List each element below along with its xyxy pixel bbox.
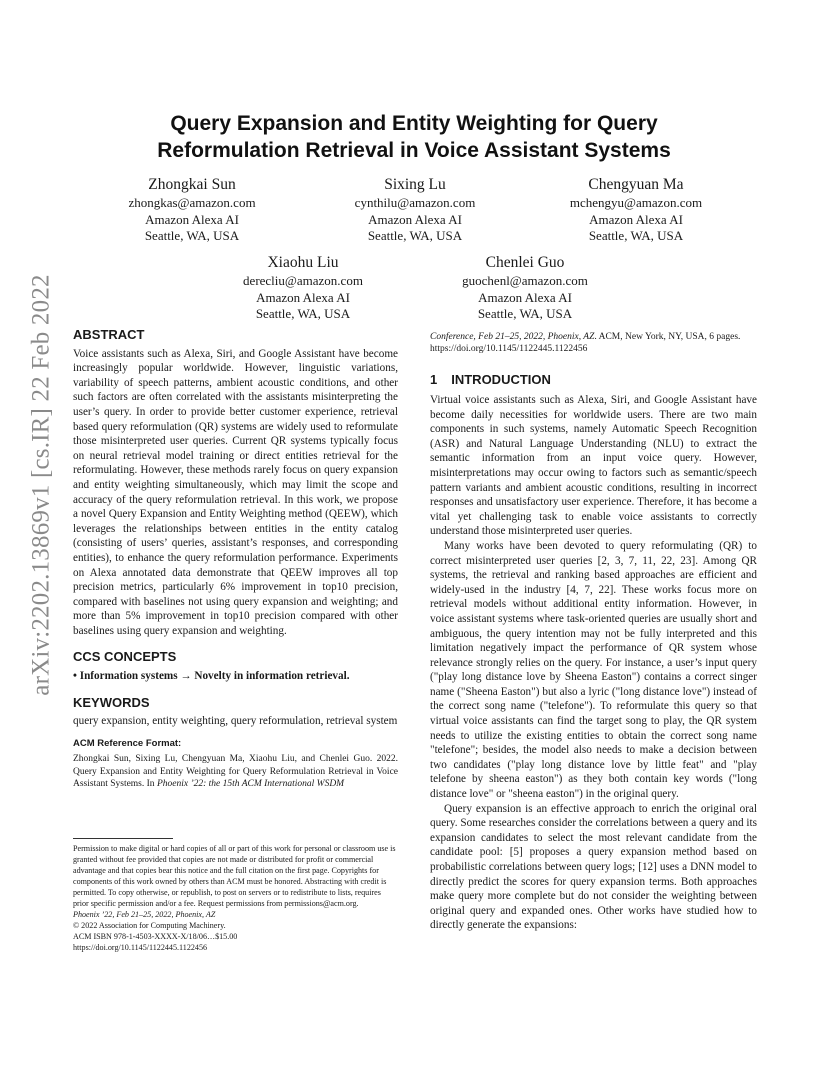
author-name: Chengyuan Ma: [588, 176, 684, 193]
acm-ref-heading: ACM Reference Format:: [73, 737, 182, 749]
author-location: Seattle, WA, USA: [367, 228, 463, 243]
intro-number: 1: [430, 372, 438, 388]
acm-ref-citation: Zhongkai Sun, Sixing Lu, Chengyuan Ma, Xiaohu Liu, and Chenlei Guo. 2022. Query Expansion and Entity Weighting for Query Reformulation Retrieval in Voice Assistant Systems. In: [73, 754, 398, 789]
footnote-doi: https://doi.org/10.1145/1122445.1122456: [73, 943, 208, 952]
author-affiliation: Amazon Alexa AI: [589, 211, 683, 227]
abstract-heading: ABSTRACT: [73, 327, 145, 342]
author-block: [315, 175, 515, 245]
author-block: [92, 175, 292, 245]
left-column: [73, 328, 398, 790]
keywords-text: query expansion, entity weighting, query reformulation, retrieval system: [73, 715, 398, 728]
acm-ref-continued: [430, 331, 757, 355]
arxiv-stamp: arXiv:2202.13869v1 [cs.IR] 22 Feb 2022: [28, 274, 56, 696]
author-name: Zhongkai Sun: [148, 176, 236, 193]
author-location: Seattle, WA, USA: [588, 228, 684, 243]
author-affiliation: Amazon Alexa AI: [368, 211, 462, 227]
ccs-heading: CCS CONCEPTS: [73, 649, 177, 665]
acm-ref-continued-venue: Conference, Feb 21–25, 2022, Phoenix, AZ: [430, 332, 595, 342]
footnote-isbn: ACM ISBN 978-1-4503-XXXX-X/18/06…$15.00: [73, 932, 238, 941]
intro-heading: [430, 373, 757, 388]
acm-ref-continued-rest: . ACM, New York, NY, USA, 6 pages. https://doi.org/10.1145/1122445.1122456: [430, 332, 741, 355]
author-name: Sixing Lu: [384, 176, 446, 193]
author-location: Seattle, WA, USA: [255, 306, 351, 321]
footnote-copyright: © 2022 Association for Computing Machinery.: [73, 921, 226, 930]
intro-title: INTRODUCTION: [451, 372, 551, 388]
abstract-text: Voice assistants such as Alexa, Siri, and Google Assistant have become increasingly popular worldwide. However, linguistic variations, variability of speech patterns, ambient acoustic conditions, and other such factors are often correlated with the assistants misinterpreting the user’s query. In order to provide better customer experience, retrieval based query reformulation (QR) systems are widely used to reformulate those misinterpreted user queries. Current QR systems typically focus on neural retrieval model training or direct entities retrieval for the reformulating. However, these methods rarely focus on query expansion and entity weighting simultaneously, which may limit the scope and accuracy of the query reformulation retrieval. In this work, we propose a novel Query Expansion and Entity Weighting method (QEEW), which leverages the relationships between entities in the entity catalog (consisting of users’ queries, assistant’s responses, and corresponding entities), to enhance the query reformulation performance. Experiments on Alexa annotated data demonstrate that QEEW improves all top precision metrics, particularly 6% improvement in top10 precision, compared with baselines not using query expansion and weighting; and more than 5% improvement in top10 precision compared with other baselines using query expansion and weighting.: [73, 347, 398, 637]
footnote-conference: Phoenix ’22, Feb 21–25, 2022, Phoenix, AZ: [73, 910, 216, 919]
keywords-heading: KEYWORDS: [73, 694, 150, 710]
author-email: cynthilu@amazon.com: [354, 195, 476, 210]
author-block: [203, 253, 403, 323]
author-email: zhongkas@amazon.com: [128, 195, 256, 210]
acm-ref-text: [73, 753, 398, 790]
author-affiliation: Amazon Alexa AI: [145, 211, 239, 227]
footnote-rule: [73, 838, 173, 839]
author-email: derecliu@amazon.com: [243, 273, 363, 288]
intro-paragraph-2: Many works have been devoted to query reformulating (QR) to correct misinterpreted user queries [2, 3, 7, 11, 22, 23]. Among QR systems, the retrieval and ranking based approaches are efficient and widely-used in the industry [4, 7, 22]. These works focus more on retrieval models without additional entity information. However, in voice assistant systems where task-oriented queries are usually short and ambiguous, the query intention may not be fully interpreted and this limitation negatively impact the performance of QR system whose relevance strongly relies on the query. For instance, a user’s input query ("play long distance love by Sheena Easton") contains a correct singer name ("Sheena Easton") but also a lyric ("long distance love") instead of the correct song name ("telefone"). To reformulate this query so that virtual voice assistants can find the target song to play, the QR system needs to utilize the existing entities to obtain the correct song name "telefone"; besides, the model also needs to make a decision between two candidates ("play long distance love by little feat" and "play telefone by sheena easton") as they both contain key words ("long distance love" or "sheena easton") in the original query.: [430, 539, 757, 801]
author-block: [425, 253, 625, 323]
author-affiliation: Amazon Alexa AI: [478, 289, 572, 305]
author-location: Seattle, WA, USA: [144, 228, 240, 243]
author-email: guochenl@amazon.com: [462, 273, 588, 288]
arxiv-stamp-container: [22, 274, 62, 696]
paper-title: Query Expansion and Entity Weighting for Query Reformulation Retrieval in Voice Assistant Systems: [157, 112, 671, 162]
author-block: [536, 175, 736, 245]
author-affiliation: Amazon Alexa AI: [256, 289, 350, 305]
author-location: Seattle, WA, USA: [477, 306, 573, 321]
intro-paragraph-3: Query expansion is an effective approach to enrich the original oral query. Some researches consider the correlations between a query and its expansion candidates to select the most relevant candidate from the candidate pool: [5] proposes a query expansion method based on probabilistic correlations between query logs; [12] uses a DNN model to directly predict the scores for query expansion terms. Both approaches make query more complete but do not consider the weighting between original query and expanded ones. Other works have studied how to directly generate the expansions:: [430, 802, 757, 932]
author-email: mchengyu@amazon.com: [569, 195, 703, 210]
acm-ref-venue: Phoenix ’22: the 15th ACM International WSDM: [156, 778, 345, 789]
author-name: Chenlei Guo: [485, 254, 565, 271]
intro-paragraph-1: Virtual voice assistants such as Alexa, Siri, and Google Assistant have become daily necessities for worldwide users. There are two main components in such systems, namely Automatic Speech Recognition (ASR) and Natural Language Understanding (NLU) to extract the semantic information from an input voice query. However, misinterpretations may occur owing to factors such as semantic/speech pattern variants and ambient acoustic conditions, resulting in incorrect responses and unsatisfactory user experience. Therefore, it has become a vital yet challenging task to enable voice assistants to correctly understand those misinterpreted user queries.: [430, 394, 757, 538]
right-column: [430, 331, 757, 933]
ccs-text: • Information systems → Novelty in information retrieval.: [73, 670, 350, 683]
author-name: Xiaohu Liu: [267, 254, 339, 271]
permission-notice: Permission to make digital or hard copies of all or part of this work for personal or classroom use is granted without fee provided that copies are not made or distributed for profit or commercial advantage and that copies bear this notice and the full citation on the first page. Copyrights for components of this work owned by others than ACM must be honored. Abstracting with credit is permitted. To copy otherwise, or republish, to post on servers or to redistribute to lists, requires prior specific permission and/or a fee. Request permissions from permissions@acm.org.: [73, 844, 396, 908]
footnote-block: [73, 838, 398, 953]
